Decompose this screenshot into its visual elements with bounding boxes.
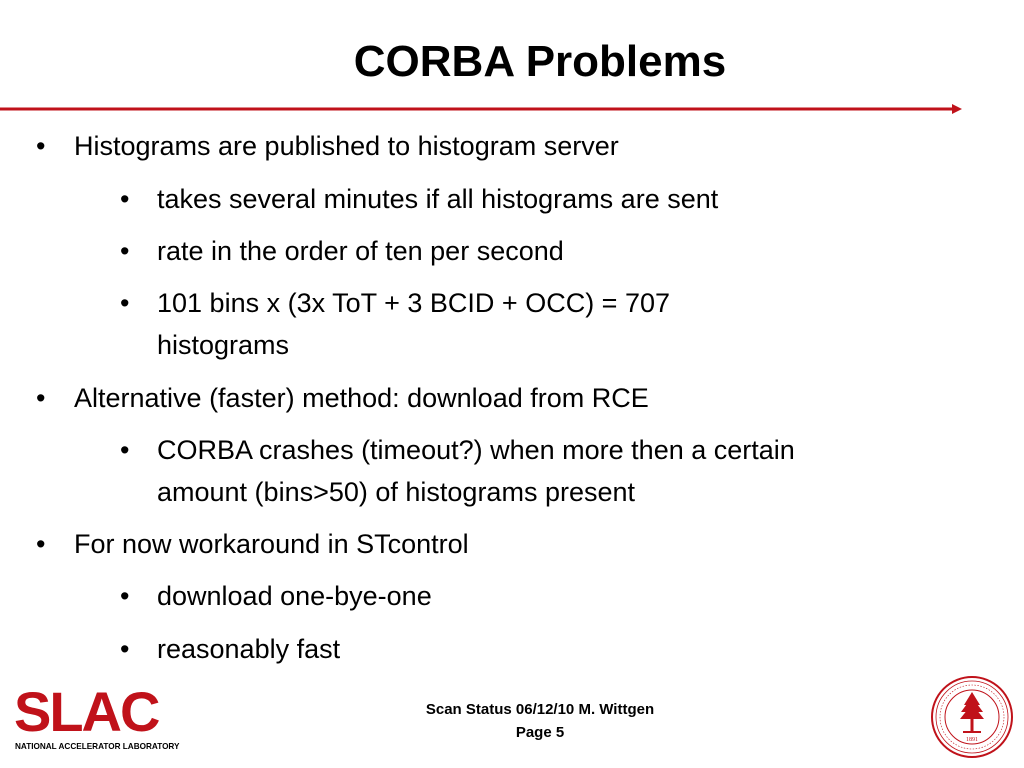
footer-author-line: Scan Status 06/12/10 M. Wittgen <box>425 701 655 718</box>
seal-year: 1891 <box>966 737 978 743</box>
footer <box>330 698 750 744</box>
bullet-level1-histograms: Histograms are published to histogram server <box>74 131 619 161</box>
bullet-dot-icon: • <box>120 184 130 214</box>
bullet-level2-crashes-line2: amount (bins>50) of histograms present <box>157 477 635 507</box>
bullet-dot-icon: • <box>120 288 130 318</box>
bullet-level2-rate: rate in the order of ten per second <box>157 236 564 266</box>
bullet-level2-bins-line1: 101 bins x (3x ToT + 3 BCID + OCC) = 707 <box>157 288 670 318</box>
slac-wordmark: SLAC <box>14 683 159 743</box>
bullet-dot-icon: • <box>120 581 130 611</box>
slide-title: CORBA Problems <box>353 37 727 86</box>
bullet-dot-icon: • <box>120 435 130 465</box>
stanford-seal-icon <box>930 675 1014 759</box>
bullet-dot-icon: • <box>120 634 130 664</box>
bullet-level1-alternative: Alternative (faster) method: download from RCE <box>74 383 649 413</box>
bullet-level1-workaround: For now workaround in STcontrol <box>74 529 469 559</box>
bullet-dot-icon: • <box>120 236 130 266</box>
bullet-dot-icon: • <box>36 383 46 413</box>
bullet-level2-crashes-line1: CORBA crashes (timeout?) when more then a certain <box>157 435 795 465</box>
bullet-level2-bins-line2: histograms <box>157 330 290 360</box>
bullet-level2-fast: reasonably fast <box>157 634 341 664</box>
bullet-dot-icon: • <box>36 529 46 559</box>
footer-page-number: Page 5 <box>515 724 565 741</box>
bullet-dot-icon: • <box>36 131 46 161</box>
slac-subtitle: NATIONAL ACCELERATOR LABORATORY <box>15 742 180 751</box>
bullet-level2-download: download one-bye-one <box>157 581 432 611</box>
bullet-level2-minutes: takes several minutes if all histograms are sent <box>157 184 719 214</box>
slac-logo <box>14 683 194 755</box>
